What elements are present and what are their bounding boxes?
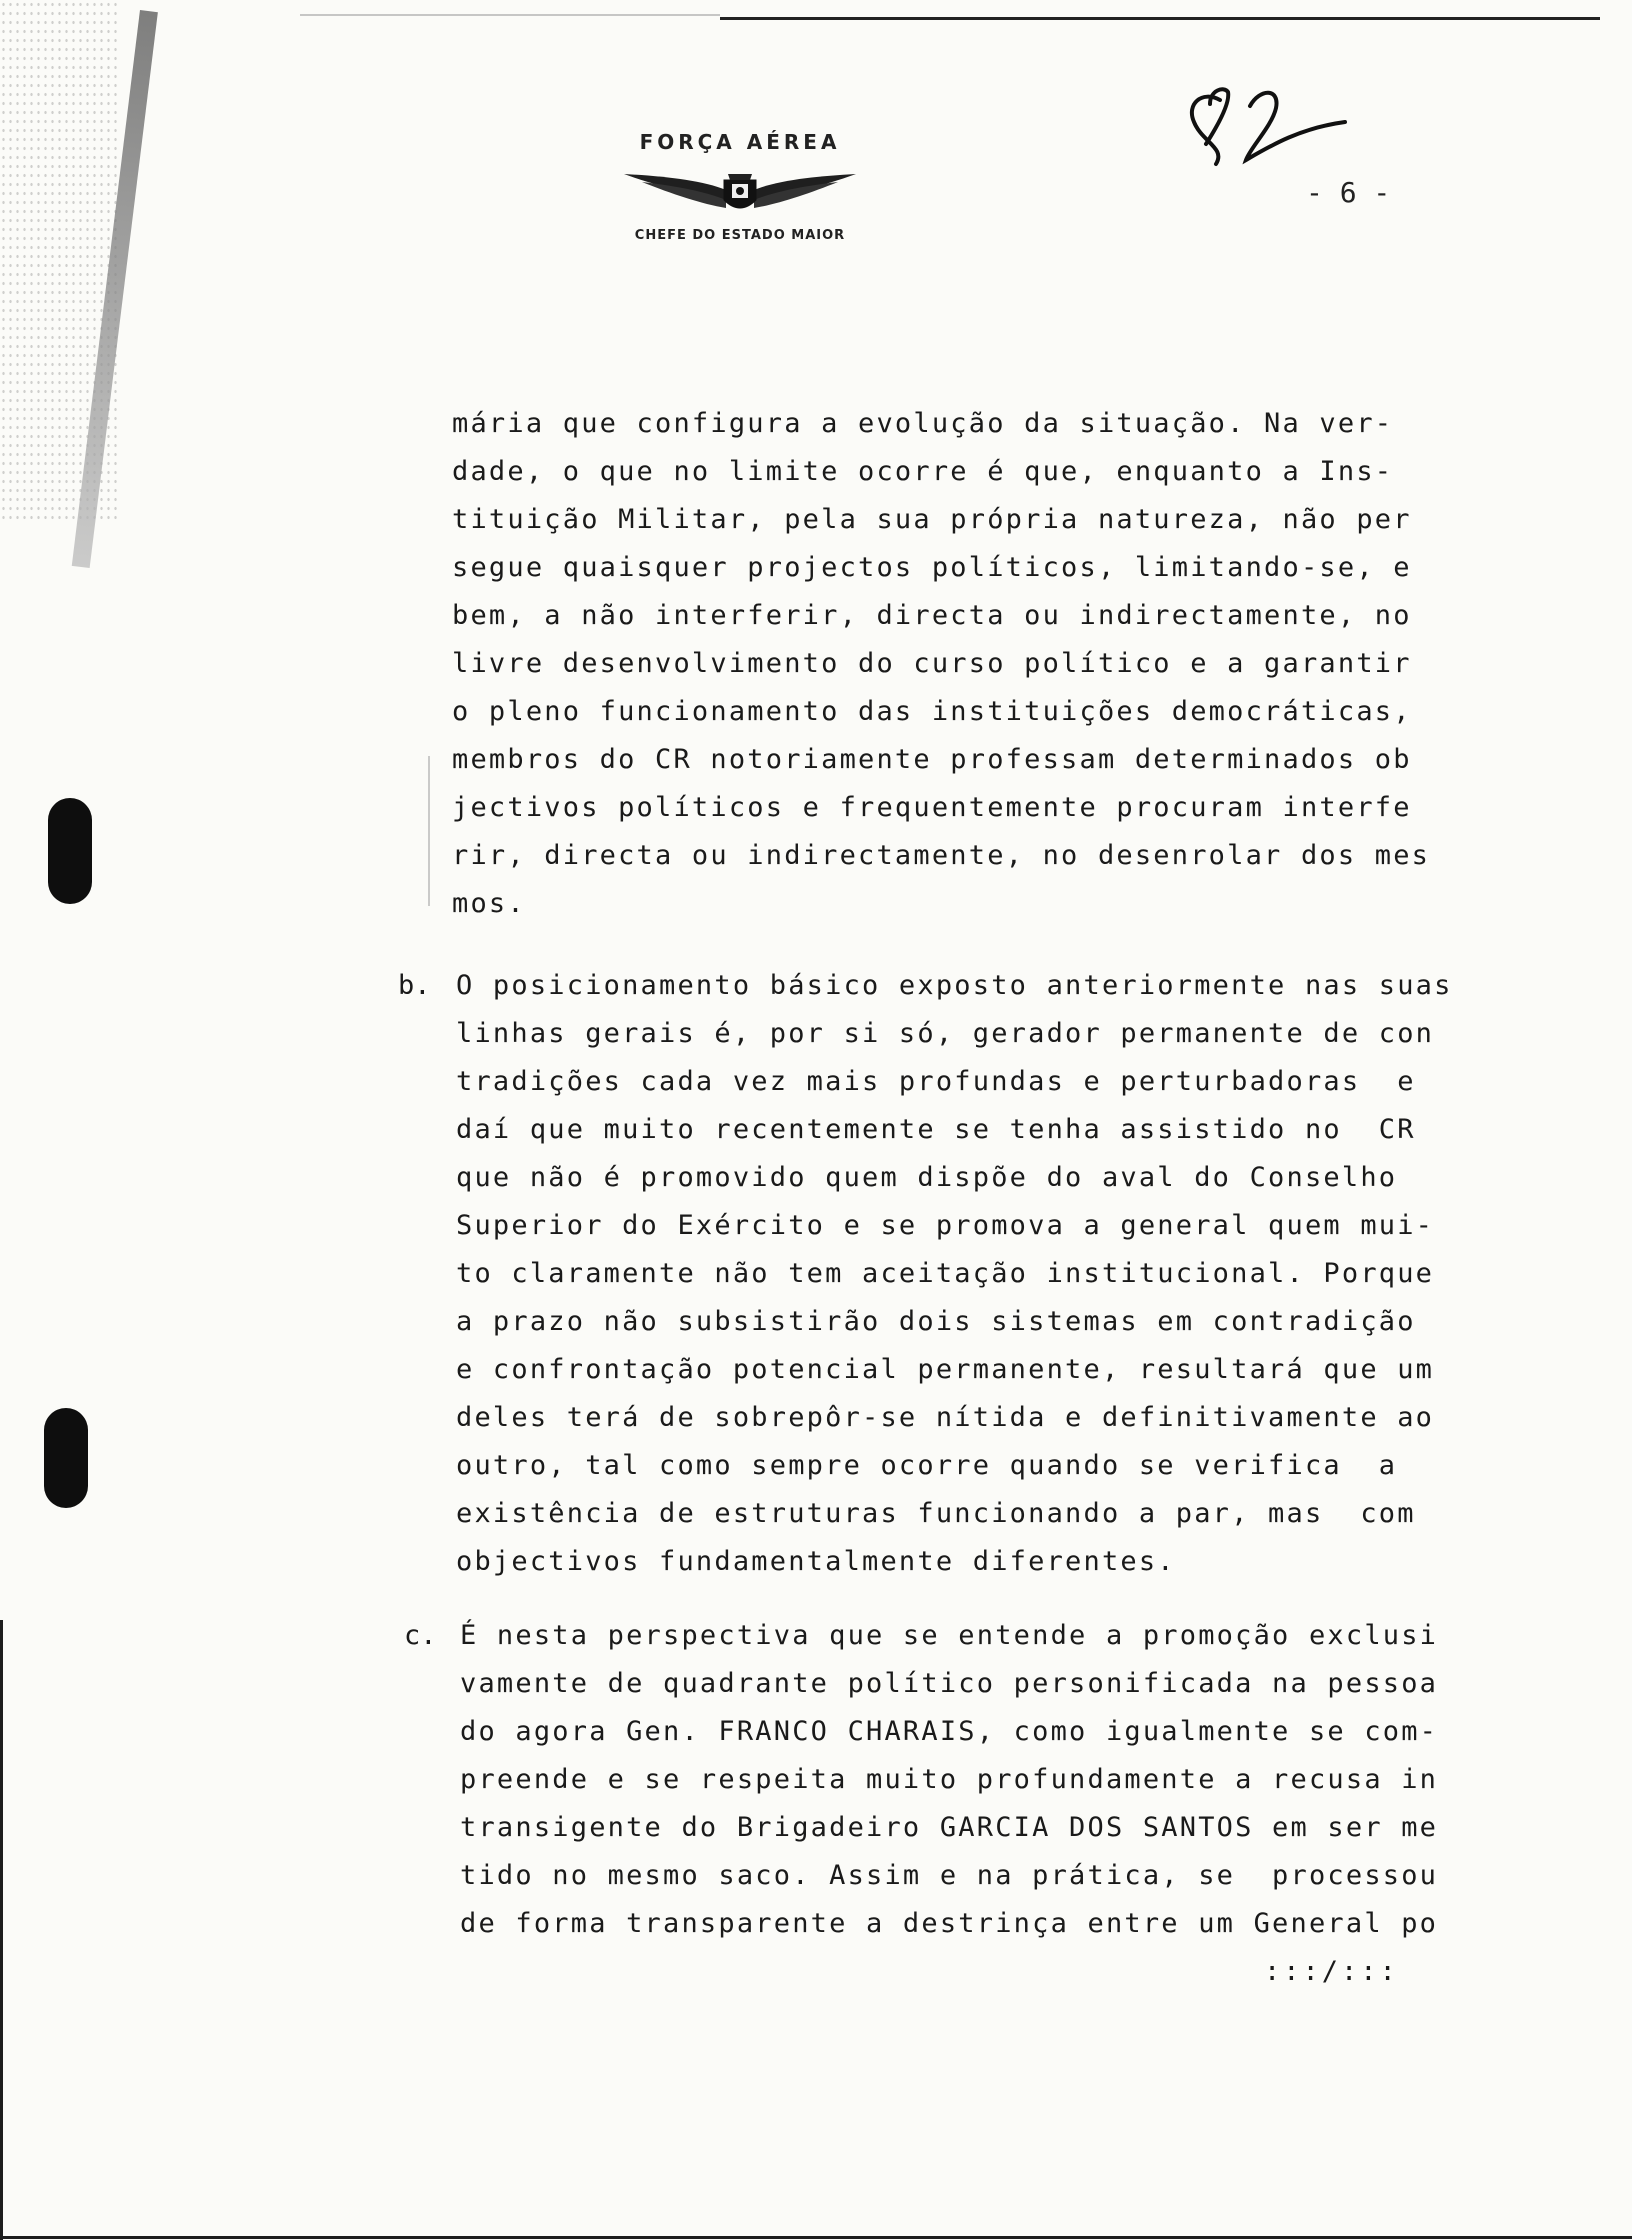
- scan-bottom-edge: [0, 2236, 1632, 2239]
- text-line: transigente do Brigadeiro GARCIA DOS SANTOS em ser me: [460, 1812, 1439, 1843]
- punch-hole-lower: [44, 1408, 88, 1508]
- page-number: - 6 -: [1306, 176, 1391, 209]
- text-line: tradições cada vez mais profundas e perturbadoras e: [456, 1066, 1416, 1097]
- scan-top-edge-faint: [300, 14, 720, 16]
- text-line: tituição Militar, pela sua própria natureza, não per: [452, 504, 1412, 535]
- text-line: objectivos fundamentalmente diferentes.: [456, 1546, 1176, 1577]
- text-line: do agora Gen. FRANCO CHARAIS, como igualmente se com-: [460, 1716, 1439, 1747]
- continuation-mark: :::/:::: [1264, 1956, 1399, 1987]
- text-line: segue quaisquer projectos políticos, limitando-se, e: [452, 552, 1412, 583]
- text-line: livre desenvolvimento do curso político e a garantir: [452, 648, 1412, 679]
- text-line: existência de estruturas funcionando a par, mas com: [456, 1498, 1416, 1529]
- punch-hole-upper: [48, 798, 92, 904]
- scan-top-edge: [720, 17, 1600, 20]
- letterhead: [590, 130, 890, 243]
- text-line: e confrontação potencial permanente, resultará que um: [456, 1354, 1435, 1385]
- text-line: outro, tal como sempre ocorre quando se verifica a: [456, 1450, 1398, 1481]
- scan-left-edge: [0, 1620, 3, 2240]
- text-line: o pleno funcionamento das instituições democráticas,: [452, 696, 1412, 727]
- paragraph-label: b.: [398, 970, 431, 1001]
- text-line: O posicionamento básico exposto anteriormente nas suas: [456, 970, 1453, 1001]
- text-line: membros do CR notoriamente professam determinados ob: [452, 744, 1412, 775]
- text-line: mária que configura a evolução da situação. Na ver-: [452, 408, 1394, 439]
- text-line: dade, o que no limite ocorre é que, enquanto a Ins-: [452, 456, 1394, 487]
- text-line: É nesta perspectiva que se entende a promoção exclusi: [460, 1620, 1439, 1651]
- text-line: rir, directa ou indirectamente, no desenrolar dos mes: [452, 840, 1431, 871]
- text-line: Superior do Exército e se promova a general quem mui-: [456, 1210, 1435, 1241]
- text-line: bem, a não interferir, directa ou indirectamente, no: [452, 600, 1412, 631]
- winged-emblem-icon: [622, 166, 858, 218]
- chief-title: CHEFE DO ESTADO MAIOR: [634, 228, 846, 243]
- text-line: a prazo não subsistirão dois sistemas em contradição: [456, 1306, 1416, 1337]
- text-line: to claramente não tem aceitação institucional. Porque: [456, 1258, 1435, 1289]
- text-line: preende e se respeita muito profundamente a recusa in: [460, 1764, 1439, 1795]
- margin-mark: [428, 756, 430, 906]
- text-line: daí que muito recentemente se tenha assistido no CR: [456, 1114, 1416, 1145]
- text-line: linhas gerais é, por si só, gerador permanente de con: [456, 1018, 1435, 1049]
- paragraph-label: c.: [404, 1620, 437, 1651]
- text-line: que não é promovido quem dispõe do aval do Conselho: [456, 1162, 1398, 1193]
- text-line: jectivos políticos e frequentemente procuram interfe: [452, 792, 1412, 823]
- text-line: deles terá de sobrepôr-se nítida e definitivamente ao: [456, 1402, 1435, 1433]
- text-line: tido no mesmo saco. Assim e na prática, se processou: [460, 1860, 1439, 1891]
- text-line: vamente de quadrante político personificada na pessoa: [460, 1668, 1439, 1699]
- handwritten-folio-number: [1180, 82, 1360, 172]
- text-line: mos.: [452, 888, 526, 919]
- text-line: de forma transparente a destrinça entre um General po: [460, 1908, 1439, 1939]
- force-name: FORÇA AÉREA: [639, 130, 841, 154]
